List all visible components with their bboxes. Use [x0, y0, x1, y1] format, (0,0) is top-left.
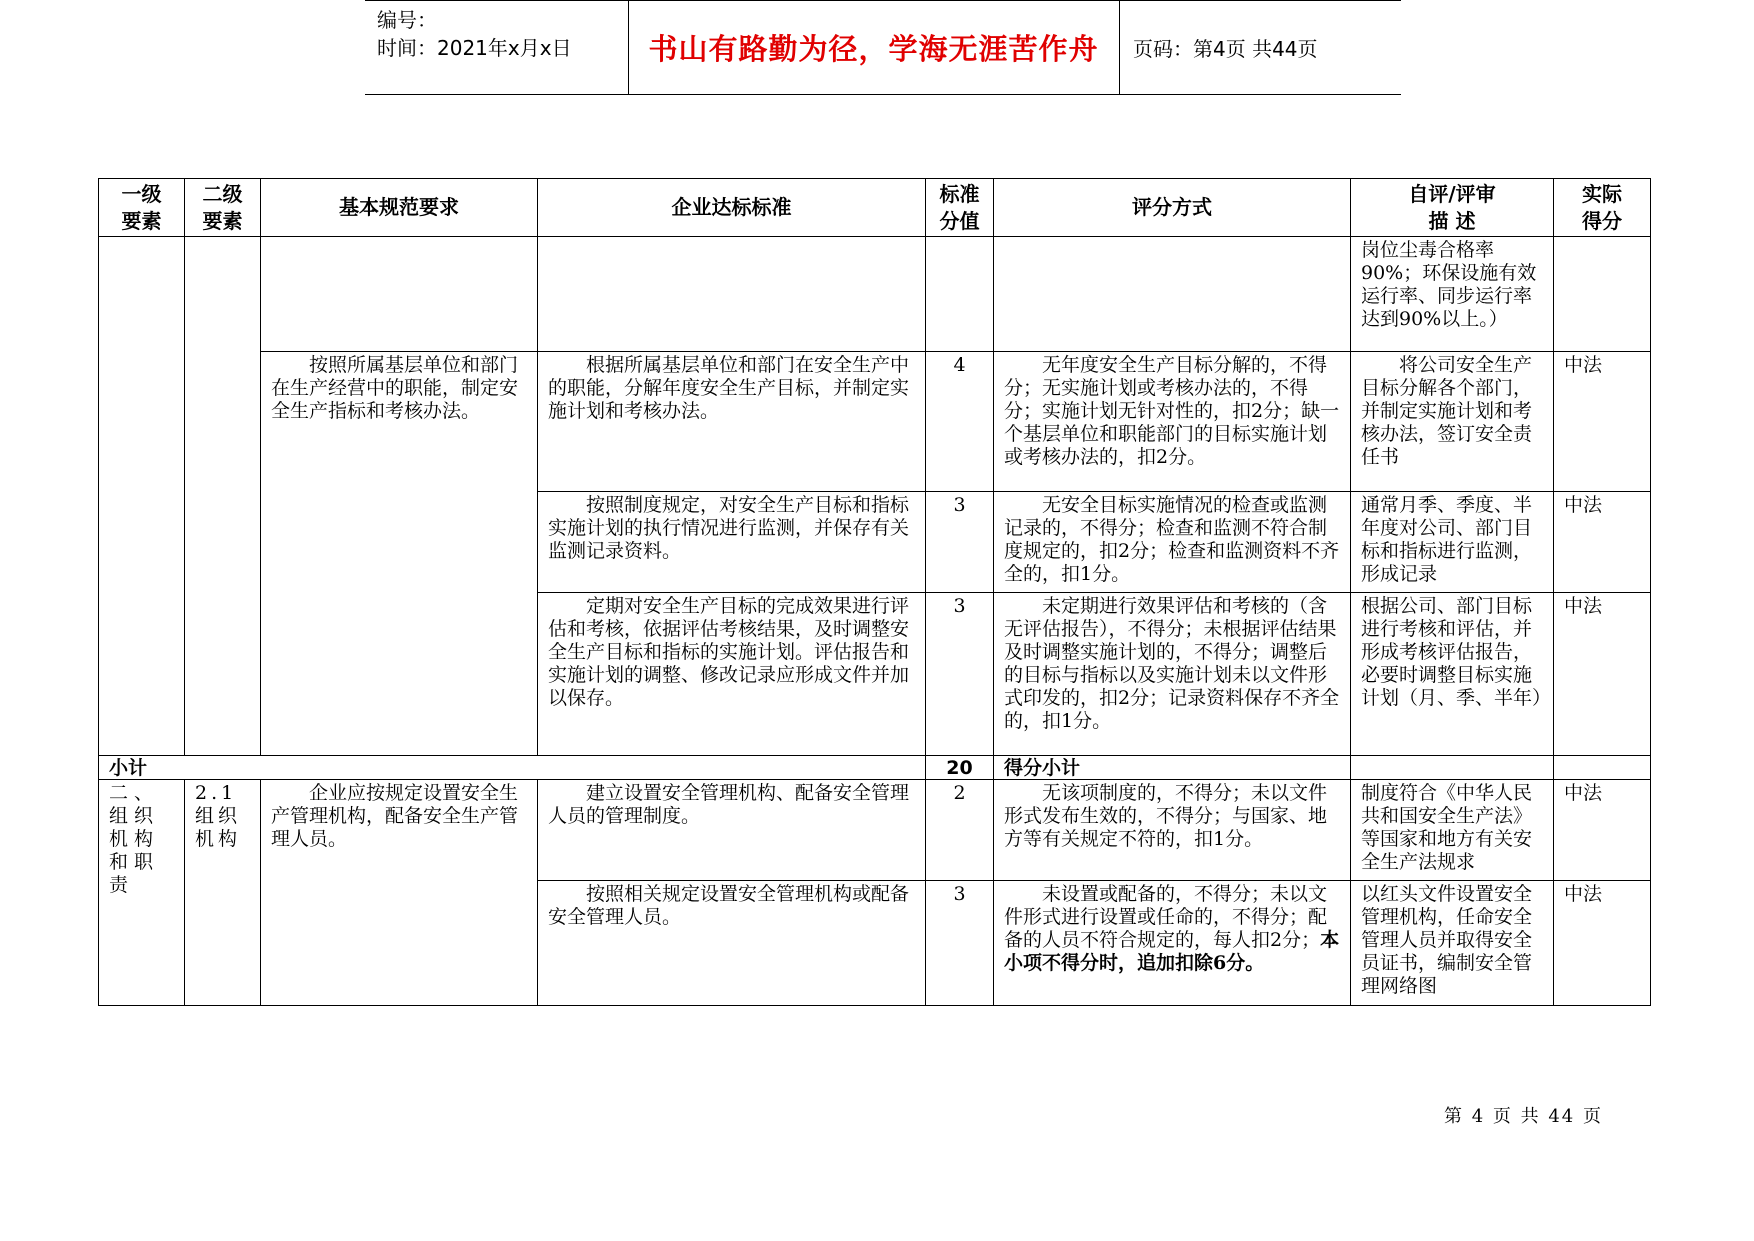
method-cell: 无安全目标实施情况的检查或监测记录的，不得分；检查和监测不符合制度规定的，扣2分；检查和监测资料不齐全的，扣1分。	[994, 492, 1351, 593]
method-bold-text: 本小项不得分时，追加扣除6分。	[1004, 929, 1340, 974]
subtotal-score: 20	[926, 756, 994, 780]
page-indicator: 页码：第4页 共44页	[1133, 36, 1318, 61]
method-cell	[994, 881, 1351, 1006]
standard-cell: 建立设置安全管理机构、配备安全管理人员的管理制度。	[538, 780, 926, 881]
standard-cell: 按照制度规定，对安全生产目标和指标实施计划的执行情况进行监测，并保存有关监测记录资料。	[538, 492, 926, 593]
header-level2: 二级 要素	[185, 179, 261, 237]
page-footer: 第 4 页 共 44 页	[1444, 1106, 1603, 1127]
actual-cell	[1554, 237, 1651, 352]
actual-cell: 中法	[1554, 780, 1651, 881]
header-method: 评分方式	[994, 179, 1351, 237]
actual-cell: 中法	[1554, 352, 1651, 492]
score-cell: 2	[926, 780, 994, 881]
selfeval-cell: 制度符合《中华人民共和国安全生产法》等国家和地方有关安全生产法规求	[1351, 780, 1554, 881]
date-label: 时间：2021年x月x日	[377, 36, 572, 60]
motto: 书山有路勤为径，学海无涯苦作舟	[628, 0, 1120, 94]
score-cell: 3	[926, 593, 994, 756]
subtotal-method: 得分小计	[994, 756, 1351, 780]
score-cell: 3	[926, 881, 994, 1006]
selfeval-cell: 以红头文件设置安全管理机构，任命安全管理人员并取得安全员证书，编制安全管理网络图	[1351, 881, 1554, 1006]
header-basic: 基本规范要求	[261, 179, 538, 237]
subtotal-selfeval	[1351, 756, 1554, 780]
subtotal-row	[99, 756, 1651, 780]
table-row	[99, 237, 1651, 352]
level2-cell: 2.1组织机构	[185, 780, 261, 1006]
basic-cell: 按照所属基层单位和部门在生产经营中的职能，制定安全生产指标和考核办法。	[261, 352, 538, 756]
page-header	[365, 0, 1401, 95]
level2-cell-empty	[185, 237, 261, 756]
evaluation-table	[98, 178, 1651, 1006]
standard-cell: 定期对安全生产目标的完成效果进行评估和考核，依据评估考核结果，及时调整安全生产目标和指标的实施计划。评估报告和实施计划的调整、修改记录应形成文件并加以保存。	[538, 593, 926, 756]
method-cell	[994, 237, 1351, 352]
basic-cell	[261, 237, 538, 352]
method-cell: 无年度安全生产目标分解的，不得分；无实施计划或考核办法的，不得分；实施计划无针对性的，扣2分；缺一个基层单位和职能部门的目标实施计划或考核办法的，扣2分。	[994, 352, 1351, 492]
selfeval-cell: 根据公司、部门目标进行考核和评估，并形成考核评估报告，必要时调整目标实施计划（月、季、半年）	[1351, 593, 1554, 756]
header-standard: 企业达标标准	[538, 179, 926, 237]
table-row	[99, 780, 1651, 881]
score-cell	[926, 237, 994, 352]
header-row	[99, 179, 1651, 237]
level1-cell: 二、组织机构和职责	[99, 780, 185, 1006]
basic-cell: 企业应按规定设置安全生产管理机构，配备安全生产管理人员。	[261, 780, 538, 1006]
header-actual: 实际 得分	[1554, 179, 1651, 237]
selfeval-cell: 通常月季、季度、半年度对公司、部门目标和指标进行监测，形成记录	[1351, 492, 1554, 593]
selfeval-cell: 将公司安全生产目标分解各个部门，并制定实施计划和考核办法，签订安全责任书	[1351, 352, 1554, 492]
subtotal-label: 小计	[99, 756, 926, 780]
selfeval-cell: 岗位尘毒合格率90%；环保设施有效运行率、同步运行率达到90%以上。）	[1351, 237, 1554, 352]
method-cell: 未定期进行效果评估和考核的（含无评估报告），不得分；未根据评估结果及时调整实施计划的，不得分；调整后的目标与指标以及实施计划未以文件形式印发的，扣2分；记录资料保存不齐全的，扣1分。	[994, 593, 1351, 756]
method-text: 未设置或配备的，不得分；未以文件形式进行设置或任命的，不得分；配备的人员不符合规定的，每人扣2分；	[1004, 883, 1328, 951]
header-info-cell	[365, 0, 629, 94]
header-selfeval: 自评/评审 描 述	[1351, 179, 1554, 237]
table-row	[99, 352, 1651, 492]
actual-cell: 中法	[1554, 881, 1651, 1006]
actual-cell: 中法	[1554, 492, 1651, 593]
method-cell: 无该项制度的，不得分；未以文件形式发布生效的，不得分；与国家、地方等有关规定不符的，扣1分。	[994, 780, 1351, 881]
code-label: 编号：	[377, 8, 437, 32]
level1-cell-empty	[99, 237, 185, 756]
header-level1: 一级 要素	[99, 179, 185, 237]
score-cell: 4	[926, 352, 994, 492]
score-cell: 3	[926, 492, 994, 593]
standard-cell: 按照相关规定设置安全管理机构或配备安全管理人员。	[538, 881, 926, 1006]
header-score: 标准 分值	[926, 179, 994, 237]
subtotal-actual	[1554, 756, 1651, 780]
standard-cell	[538, 237, 926, 352]
actual-cell: 中法	[1554, 593, 1651, 756]
standard-cell: 根据所属基层单位和部门在安全生产中的职能，分解年度安全生产目标，并制定实施计划和考核办法。	[538, 352, 926, 492]
